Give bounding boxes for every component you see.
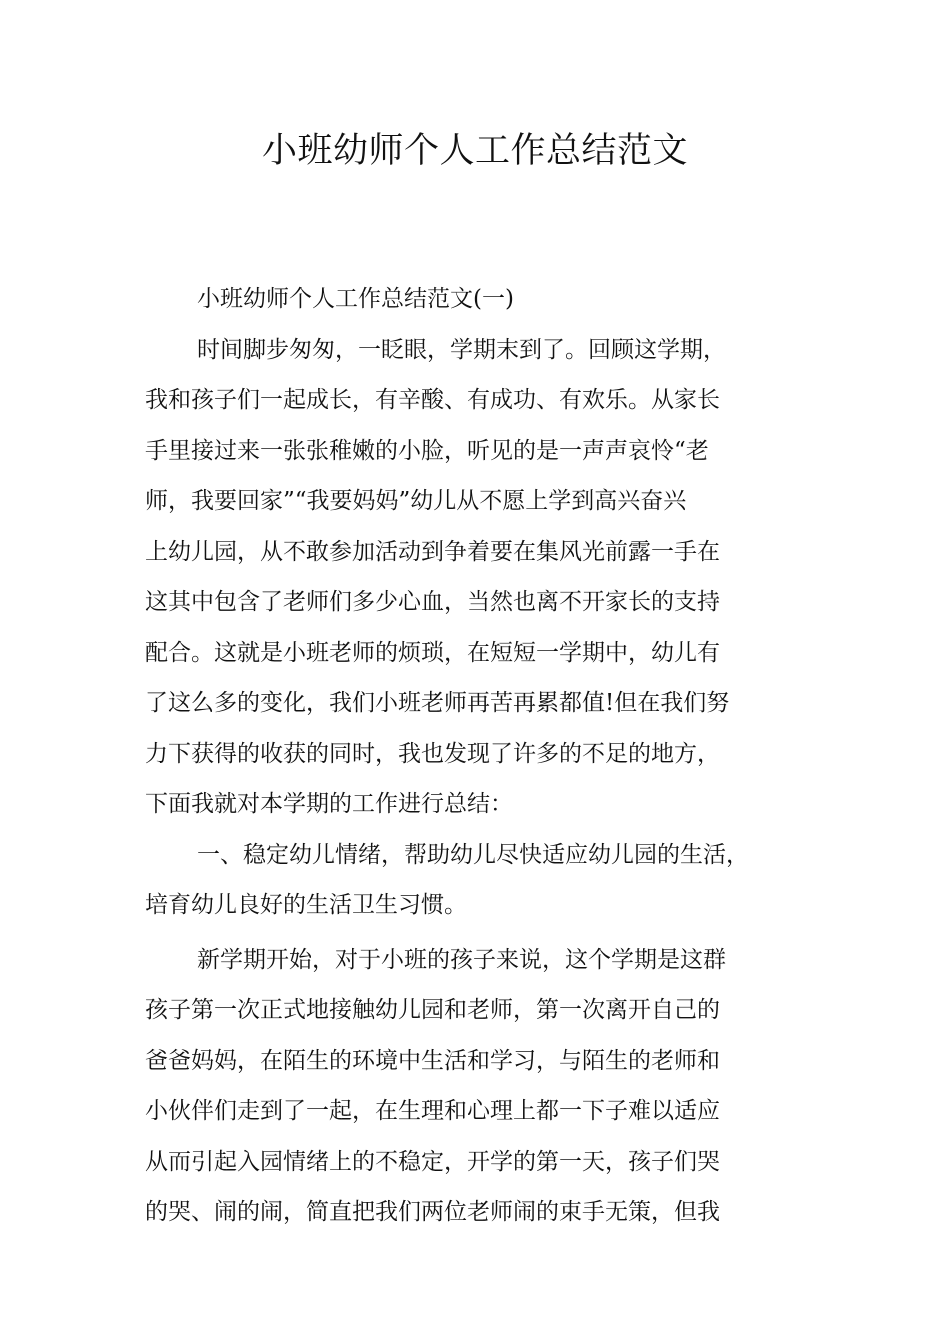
document-title: 小班幼师个人工作总结范文 [261, 131, 688, 171]
paragraph-line: 新学期开始，对于小班的孩子来说，这个学期是这群 [197, 946, 726, 973]
paragraph-line: 手里接过来一张张稚嫩的小脸，听见的是一声声哀怜“老 [145, 437, 709, 464]
paragraph-line: 这其中包含了老师们多少心血，当然也离不开家长的支持 [145, 589, 720, 615]
paragraph-line: 孩子第一次正式地接触幼儿园和老师，第一次离开自己的 [145, 997, 720, 1023]
paragraph-line: 师，我要回家”“我要妈妈”幼儿从不愿上学到高兴奋兴 [145, 488, 687, 514]
paragraph-line: 从而引起入园情绪上的不稳定，开学的第一天，孩子们哭 [145, 1148, 720, 1175]
paragraph-line: 的哭、闹的闹，简直把我们两位老师闹的束手无策，但我 [145, 1199, 720, 1225]
paragraph-line: 爸爸妈妈，在陌生的环境中生活和学习，与陌生的老师和 [145, 1047, 720, 1074]
subheading-line: 培育幼儿良好的生活卫生习惯。 [145, 892, 467, 918]
subheading-line: 一、稳定幼儿情绪，帮助幼儿尽快适应幼儿园的生活， [197, 841, 749, 868]
paragraph-line: 力下获得的收获的同时，我也发现了许多的不足的地方， [145, 740, 720, 767]
paragraph-line: 我和孩子们一起成长，有辛酸、有成功、有欢乐。从家长 [145, 387, 720, 413]
paragraph-line: 了这么多的变化，我们小班老师再苦再累都值!但在我们努 [145, 690, 730, 716]
section-heading: 小班幼师个人工作总结范文(一) [197, 286, 514, 312]
document-body [145, 274, 835, 1238]
paragraph-line: 配合。这就是小班老师的烦琐，在短短一学期中，幼儿有 [145, 639, 720, 666]
paragraph-line: 时间脚步匆匆，一眨眼，学期末到了。回顾这学期， [197, 336, 726, 363]
paragraph-line: 上幼儿园，从不敢参加活动到争着要在集风光前露一手在 [145, 538, 720, 565]
paragraph-line: 下面我就对本学期的工作进行总结： [145, 791, 513, 817]
paragraph-line: 小伙伴们走到了一起，在生理和心理上都一下子难以适应 [145, 1098, 720, 1124]
